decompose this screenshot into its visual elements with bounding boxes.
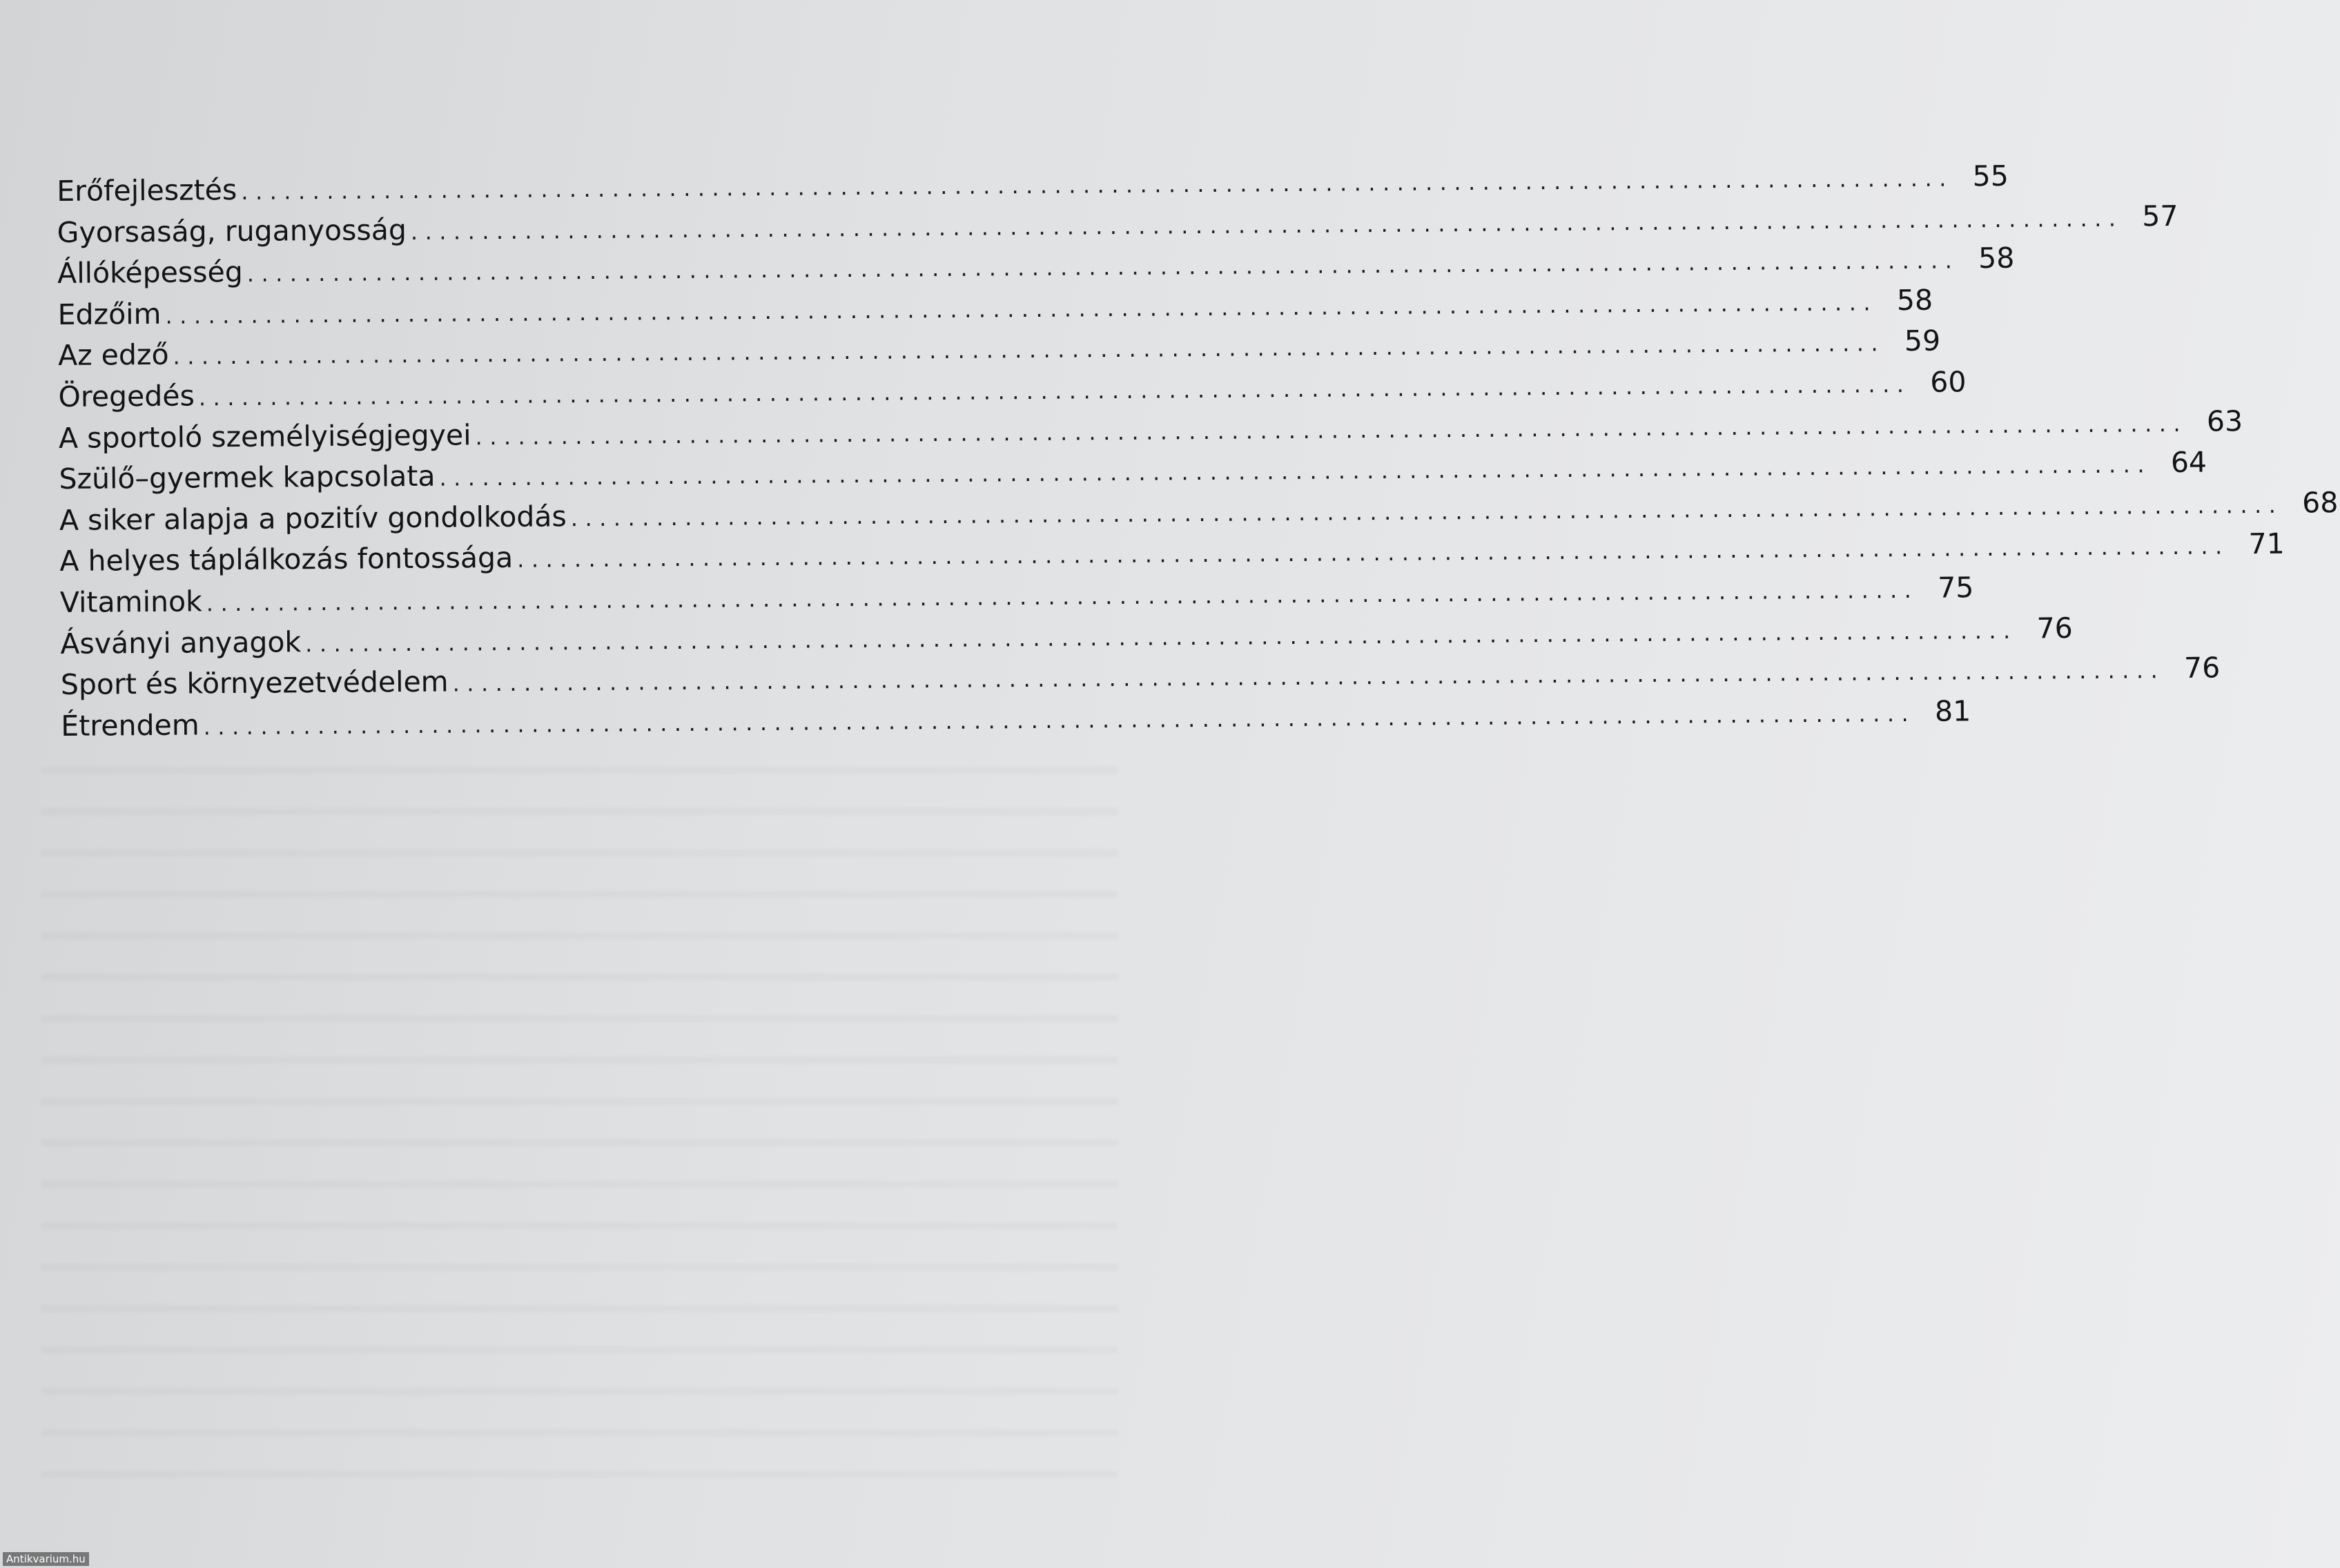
toc-entry[interactable] bbox=[57, 241, 2015, 295]
toc-entry-page: 55 bbox=[1972, 159, 2009, 193]
toc-entry-title: Erőfejlesztés bbox=[57, 173, 237, 208]
toc-entry[interactable] bbox=[60, 611, 2073, 665]
toc-entry-page: 60 bbox=[1930, 365, 1967, 399]
toc-entry-title: A siker alapja a pozitív gondolkodás bbox=[59, 499, 567, 537]
dot-leader: ........................................................................................................................ bbox=[439, 451, 2152, 491]
toc-entry[interactable] bbox=[60, 651, 2221, 705]
toc-entry-title: Étrendem bbox=[61, 708, 199, 743]
toc-entry[interactable] bbox=[58, 404, 2243, 459]
table-of-contents bbox=[57, 159, 2339, 747]
toc-entry-page: 76 bbox=[2183, 651, 2221, 685]
dot-leader: ........................................................................................................................ bbox=[452, 657, 2165, 697]
dot-leader: ........................................................................................................................ bbox=[203, 700, 1916, 741]
toc-entry[interactable] bbox=[57, 199, 2178, 253]
toc-entry-page: 63 bbox=[2206, 404, 2243, 438]
dot-leader: ........................................................................................................................ bbox=[517, 533, 2230, 574]
toc-entry[interactable] bbox=[59, 527, 2285, 582]
dot-leader: ........................................................................................................................ bbox=[570, 491, 2283, 531]
toc-entry-title: Az edző bbox=[57, 338, 169, 373]
toc-entry-page: 75 bbox=[1937, 571, 1974, 605]
dot-leader: ........................................................................................................................ bbox=[198, 371, 1911, 411]
toc-entry-page: 81 bbox=[1934, 694, 1971, 728]
dot-leader: ........................................................................................................................ bbox=[173, 330, 1886, 371]
dot-leader: ........................................................................................................................ bbox=[206, 576, 1919, 617]
toc-entry[interactable] bbox=[61, 694, 1971, 747]
toc-entry-title: Edzőim bbox=[57, 297, 162, 331]
toc-entry-page: 64 bbox=[2170, 445, 2207, 480]
toc-entry-title: Állóképesség bbox=[57, 255, 244, 291]
watermark-text: Antikvarium.hu bbox=[3, 1552, 89, 1566]
toc-entry-page: 59 bbox=[1904, 324, 1941, 358]
toc-entry-title: A sportoló személyiségjegyei bbox=[58, 418, 471, 455]
toc-entry[interactable] bbox=[59, 445, 2207, 500]
toc-entry-title: Vitaminok bbox=[59, 585, 202, 619]
toc-entry-page: 57 bbox=[2142, 199, 2178, 233]
toc-entry-title: Gyorsaság, ruganyosság bbox=[57, 213, 407, 249]
toc-entry-title: Szülő–gyermek kapcsolata bbox=[59, 459, 436, 496]
toc-entry-page: 71 bbox=[2248, 527, 2285, 561]
toc-entry-page: 68 bbox=[2301, 485, 2339, 520]
toc-entry-title: A helyes táplálkozás fontossága bbox=[59, 541, 514, 578]
dot-leader: ........................................................................................................................ bbox=[475, 410, 2188, 450]
toc-entry-title: Öregedés bbox=[58, 379, 195, 413]
dot-leader: ........................................................................................................................ bbox=[241, 165, 1954, 205]
dot-leader: ........................................................................................................................ bbox=[410, 205, 2123, 245]
toc-entry[interactable] bbox=[57, 283, 1933, 335]
toc-entry-title: Sport és környezetvédelem bbox=[60, 665, 449, 702]
toc-entry-page: 58 bbox=[1896, 283, 1933, 317]
dot-leader: ........................................................................................................................ bbox=[246, 247, 1960, 288]
toc-entry[interactable] bbox=[59, 571, 1974, 623]
toc-entry-page: 76 bbox=[2036, 611, 2073, 645]
toc-entry[interactable] bbox=[57, 159, 2009, 212]
toc-entry-page: 58 bbox=[1978, 241, 2015, 275]
show-through-background bbox=[41, 745, 1118, 1505]
toc-entry[interactable] bbox=[59, 485, 2339, 541]
toc-entry-title: Ásványi anyagok bbox=[60, 625, 302, 660]
dot-leader: ........................................................................................................................ bbox=[305, 617, 2018, 657]
dot-leader: ........................................................................................................................ bbox=[165, 289, 1878, 329]
